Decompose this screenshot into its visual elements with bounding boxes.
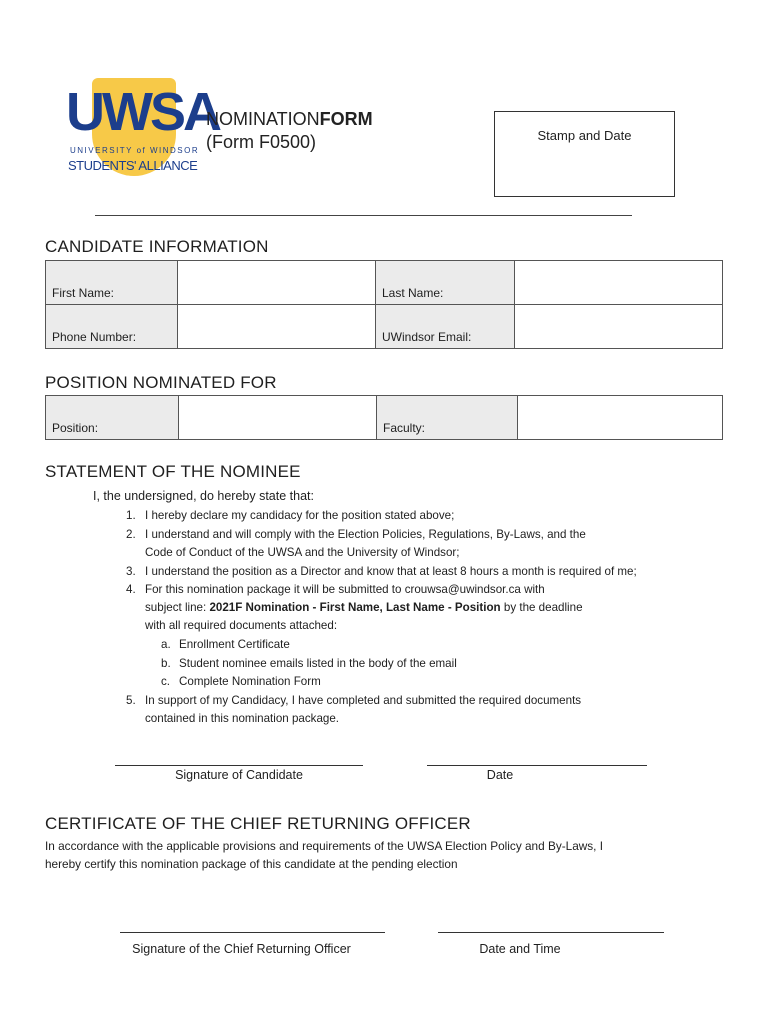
item-text: I hereby declare my candidacy for the position stated above; [145,509,455,522]
item-text: I understand the position as a Director and know that at least 8 hours a month is required of me; [145,565,637,578]
item-number: 2. [126,528,136,541]
position-label: Position: [46,396,179,440]
first-name-field[interactable] [178,261,376,305]
form-title [206,108,373,154]
item-text: I understand and will comply with the Election Policies, Regulations, By-Laws, and the [145,528,586,541]
list-item [0,563,770,581]
list-item [0,692,770,710]
statement-heading: STATEMENT OF THE NOMINEE [45,462,301,481]
item-text: with all required documents attached: [145,619,338,632]
certificate-line: hereby certify this nomination package of this candidate at the pending election [45,857,458,872]
item-number: 3. [126,565,136,578]
list-item-continued [0,617,770,635]
last-name-label: Last Name: [376,261,515,305]
email-label: UWindsor Email: [376,305,515,349]
candidate-info-heading: CANDIDATE INFORMATION [45,237,269,256]
title-form: FORM [319,109,373,129]
statement-intro: I, the undersigned, do hereby state that: [93,489,314,503]
sub-item-letter: a. [161,638,171,651]
item-text: In support of my Candidacy, I have completed and submitted the required documents [145,694,582,707]
sub-item-text: Student nominee emails listed in the body of the email [179,657,457,670]
sub-list-item [0,655,770,673]
uwsa-logo [64,76,219,180]
list-item [0,507,770,525]
first-name-label: First Name: [46,261,178,305]
cro-date-line[interactable] [438,932,664,933]
sub-list-item [0,673,770,691]
logo-university: UNIVERSITY of WINDSOR [70,146,200,155]
certificate-heading: CERTIFICATE OF THE CHIEF RETURNING OFFICER [45,814,471,833]
stamp-label: Stamp and Date [537,128,632,143]
header-divider [95,215,632,216]
item-text: Code of Conduct of the UWSA and the University of Windsor; [145,546,460,559]
sub-item-text: Complete Nomination Form [179,675,321,688]
item-number: 4. [126,583,136,596]
list-item-continued [0,710,770,728]
item-text: contained in this nomination package. [145,712,340,725]
position-table [45,395,723,440]
item-number: 5. [126,694,136,707]
certificate-text [45,837,685,874]
title-nomination: NOMINATION [206,109,320,129]
faculty-label: Faculty: [377,396,518,440]
candidate-date-label: Date [486,768,514,782]
phone-field[interactable] [178,305,376,349]
certificate-line: In accordance with the applicable provisions and requirements of the UWSA Election Policy and By-Laws, I [45,839,604,853]
list-item [0,581,770,599]
candidate-info-table [45,260,723,349]
last-name-field[interactable] [515,261,723,305]
candidate-date-line[interactable] [427,765,647,766]
phone-label: Phone Number: [46,305,178,349]
cro-date-label: Date and Time [479,942,561,956]
list-item-continued [0,599,770,617]
sub-item-text: Enrollment Certificate [179,638,290,651]
sub-item-letter: b. [161,657,171,670]
subject-line-bold: 2021F Nomination - First Name, Last Name - Position [209,601,501,614]
candidate-signature-label: Signature of Candidate [175,768,303,782]
form-number: (Form F0500) [206,132,317,152]
candidate-signature-line[interactable] [115,765,363,766]
item-text: subject line: [145,601,210,614]
logo-subtitle: STUDENTS' ALLIANCE [68,158,198,173]
logo-wordmark: UWSA [66,82,219,142]
item-number: 1. [126,509,136,522]
cro-signature-label: Signature of the Chief Returning Officer [132,942,351,956]
list-item-continued [0,544,770,562]
faculty-field[interactable] [518,396,723,440]
list-item [0,526,770,544]
cro-signature-line[interactable] [120,932,385,933]
position-heading: POSITION NOMINATED FOR [45,373,277,392]
item-text: by the deadline [500,601,583,614]
sub-item-letter: c. [161,675,171,688]
item-text: For this nomination package it will be submitted to crouwsa@uwindsor.ca with [145,583,545,596]
stamp-and-date-box[interactable] [494,111,675,197]
sub-list-item [0,636,770,654]
position-field[interactable] [179,396,377,440]
email-field[interactable] [515,305,723,349]
